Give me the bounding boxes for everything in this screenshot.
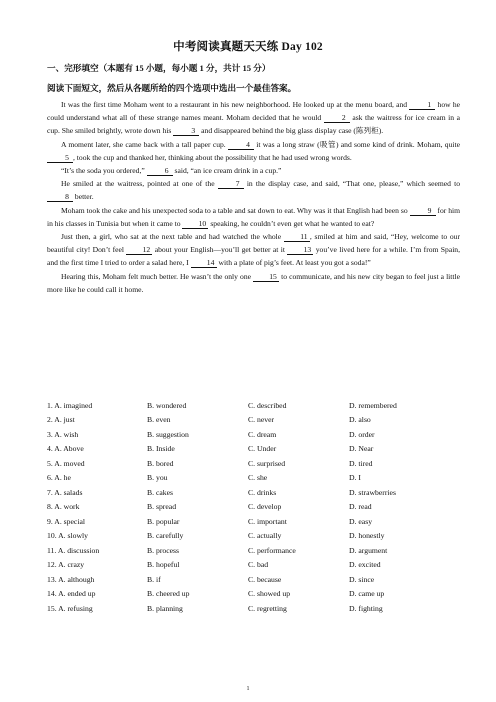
option-8-a: 8. A. work xyxy=(47,502,80,512)
blank-10: 10 xyxy=(182,219,208,229)
option-8-d: D. read xyxy=(349,502,372,512)
text: He smiled at the waitress, pointed at one of the xyxy=(61,179,218,189)
option-12-b: B. hopeful xyxy=(147,560,180,570)
option-8-c: C. develop xyxy=(248,502,282,512)
text: you’ve lived here for a while. I’m from Spain, and the first time I tried to order a salad here, I xyxy=(47,245,460,268)
option-14-b: B. cheered up xyxy=(147,589,190,599)
blank-7: 7 xyxy=(218,179,244,189)
blank-13: 13 xyxy=(287,245,313,255)
option-10-d: D. honestly xyxy=(349,531,385,541)
text: It was the first time Moham went to a restaurant in his new neighborhood. He looked up at the menu board, and xyxy=(61,100,410,109)
option-row xyxy=(47,485,467,500)
option-row xyxy=(47,427,467,442)
blank-4: 4 xyxy=(228,140,254,150)
option-13-b: B. if xyxy=(147,574,161,584)
text: for him in his classes in Tunisia but when it came to xyxy=(47,205,461,228)
paragraph-1 xyxy=(47,98,460,138)
text: said, “an ice cream drink in a cup.” xyxy=(172,166,282,176)
option-10-a: 10. A. slowly xyxy=(47,531,89,541)
option-10-b: B. carefully xyxy=(147,531,184,541)
blank-12: 12 xyxy=(126,245,152,255)
text: “It’s the soda you ordered,” xyxy=(61,166,147,176)
paragraph-7 xyxy=(47,270,460,296)
option-1-a: 1. A. imagined xyxy=(47,400,93,410)
option-11-c: C. performance xyxy=(248,545,296,555)
page-title: 中考阅读真题天天练 Day 102 xyxy=(173,41,323,53)
option-4-d: D. Near xyxy=(349,444,374,454)
option-2-a: 2. A. just xyxy=(47,415,75,425)
option-7-c: C. drinks xyxy=(248,487,277,497)
blank-6: 6 xyxy=(147,166,173,176)
option-4-c: C. Under xyxy=(248,444,277,454)
option-15-a: 15. A. refusing xyxy=(47,603,93,613)
option-row xyxy=(47,456,467,471)
text: to communicate, and his new city began to feel just a little more like he could call it home. xyxy=(47,271,460,294)
option-6-b: B. you xyxy=(147,473,168,483)
option-row xyxy=(47,601,467,616)
option-5-d: D. tired xyxy=(349,458,373,468)
option-6-c: C. she xyxy=(248,473,268,483)
blank-3: 3 xyxy=(173,126,199,136)
option-11-d: D. argument xyxy=(349,545,388,555)
text: and disappeared behind the big glass display case (陈列柜). xyxy=(199,126,384,136)
text: how he could understand what all of these strange names meant. Moham decided that he would xyxy=(47,100,460,123)
option-1-d: D. remembered xyxy=(349,400,397,410)
option-9-d: D. easy xyxy=(349,516,373,526)
option-row xyxy=(47,442,467,457)
option-12-d: D. excited xyxy=(349,560,381,570)
paragraph-5 xyxy=(47,204,460,230)
blank-5: 5 xyxy=(47,153,73,163)
option-9-a: 9. A. special xyxy=(47,516,86,526)
option-15-c: C. regretting xyxy=(248,603,287,613)
option-3-b: B. suggestion xyxy=(147,429,189,439)
paragraph-2 xyxy=(47,138,460,164)
text: , smiled at him and said, “Hey, welcome to our beautiful city! Don’t feel xyxy=(47,232,460,255)
option-row xyxy=(47,558,467,573)
text: in the display case, and said, “That one, please,” which seemed to xyxy=(243,179,460,189)
option-7-a: 7. A. salads xyxy=(47,487,83,497)
option-row xyxy=(47,471,467,486)
option-9-b: B. popular xyxy=(147,516,180,526)
blank-14: 14 xyxy=(191,258,217,268)
option-9-c: C. important xyxy=(248,516,287,526)
option-row xyxy=(47,413,467,428)
blank-9: 9 xyxy=(410,206,436,216)
text: , took the cup and thanked her, thinking about the possibility that he had used wrong words. xyxy=(73,152,352,162)
option-5-c: C. surprised xyxy=(248,458,286,468)
text: Just then, a girl, who sat at the next table and had watched the whole xyxy=(61,232,284,242)
text: A moment later, she came back with a tall paper cup. xyxy=(61,139,228,149)
paragraph-3 xyxy=(47,164,460,177)
option-3-c: C. dream xyxy=(248,429,277,439)
option-5-a: 5. A. moved xyxy=(47,458,85,468)
option-13-d: D. since xyxy=(349,574,375,584)
blank-8: 8 xyxy=(47,192,73,202)
option-row xyxy=(47,529,467,544)
option-13-c: C. because xyxy=(248,574,282,584)
paragraph-4 xyxy=(47,177,460,203)
option-3-d: D. order xyxy=(349,429,375,439)
option-13-a: 13. A. although xyxy=(47,574,95,584)
text: Hearing this, Moham felt much better. He wasn’t the only one xyxy=(61,271,254,281)
option-14-c: C. showed up xyxy=(248,589,291,599)
option-11-b: B. process xyxy=(147,545,180,555)
option-row xyxy=(47,514,467,529)
option-11-a: 11. A. discussion xyxy=(47,545,100,555)
answer-options xyxy=(47,398,467,616)
option-12-a: 12. A. crazy xyxy=(47,560,85,570)
option-8-b: B. spread xyxy=(147,502,177,512)
text: better. xyxy=(73,192,94,202)
text: about your English—you’ll get better at it xyxy=(152,245,288,255)
page-number: 1 xyxy=(246,686,250,692)
text: speaking, he couldn’t even get what he wanted to eat? xyxy=(208,218,375,228)
option-4-b: B. Inside xyxy=(147,444,175,454)
blank-15: 15 xyxy=(253,272,279,282)
blank-2: 2 xyxy=(324,113,350,123)
text: ask the waitress for ice cream in a cup. She smiled brightly, wrote down his xyxy=(47,113,460,136)
option-1-b: B. wondered xyxy=(147,400,187,410)
option-row xyxy=(47,398,467,413)
option-2-b: B. even xyxy=(147,415,171,425)
text: with a plate of pig’s feet. At least you got a soda!” xyxy=(216,258,371,268)
blank-1: 1 xyxy=(409,100,435,110)
option-row xyxy=(47,543,467,558)
option-14-d: D. came up xyxy=(349,589,385,599)
option-3-a: 3. A. wish xyxy=(47,429,79,439)
option-row xyxy=(47,500,467,515)
option-2-c: C. never xyxy=(248,415,275,425)
option-6-a: 6. A. he xyxy=(47,473,71,483)
instructions: 阅读下面短文，然后从各题所给的四个选项中选出一个最佳答案。 xyxy=(47,83,297,93)
option-5-b: B. bored xyxy=(147,458,174,468)
option-row xyxy=(47,572,467,587)
option-15-b: B. planning xyxy=(147,603,183,613)
option-row xyxy=(47,587,467,602)
option-14-a: 14. A. ended up xyxy=(47,589,96,599)
option-10-c: C. actually xyxy=(248,531,282,541)
passage xyxy=(47,98,460,296)
paragraph-6 xyxy=(47,230,460,270)
option-4-a: 4. A. Above xyxy=(47,444,84,454)
section-heading: 一、完形填空（本题有 15 小题，每小题 1 分，共计 15 分） xyxy=(47,63,271,73)
option-12-c: C. bad xyxy=(248,560,269,570)
blank-11: 11 xyxy=(284,232,310,242)
option-6-d: D. I xyxy=(349,473,361,483)
option-15-d: D. fighting xyxy=(349,603,383,613)
option-7-d: D. strawberries xyxy=(349,487,396,497)
option-2-d: D. also xyxy=(349,415,371,425)
option-7-b: B. cakes xyxy=(147,487,174,497)
option-1-c: C. described xyxy=(248,400,287,410)
text: Moham took the cake and his unexpected soda to a table and sat down to eat. Why was it that English had been so xyxy=(61,205,410,215)
text: it was a long straw (吸管) and some kind of drink. Moham, quite xyxy=(254,139,460,149)
